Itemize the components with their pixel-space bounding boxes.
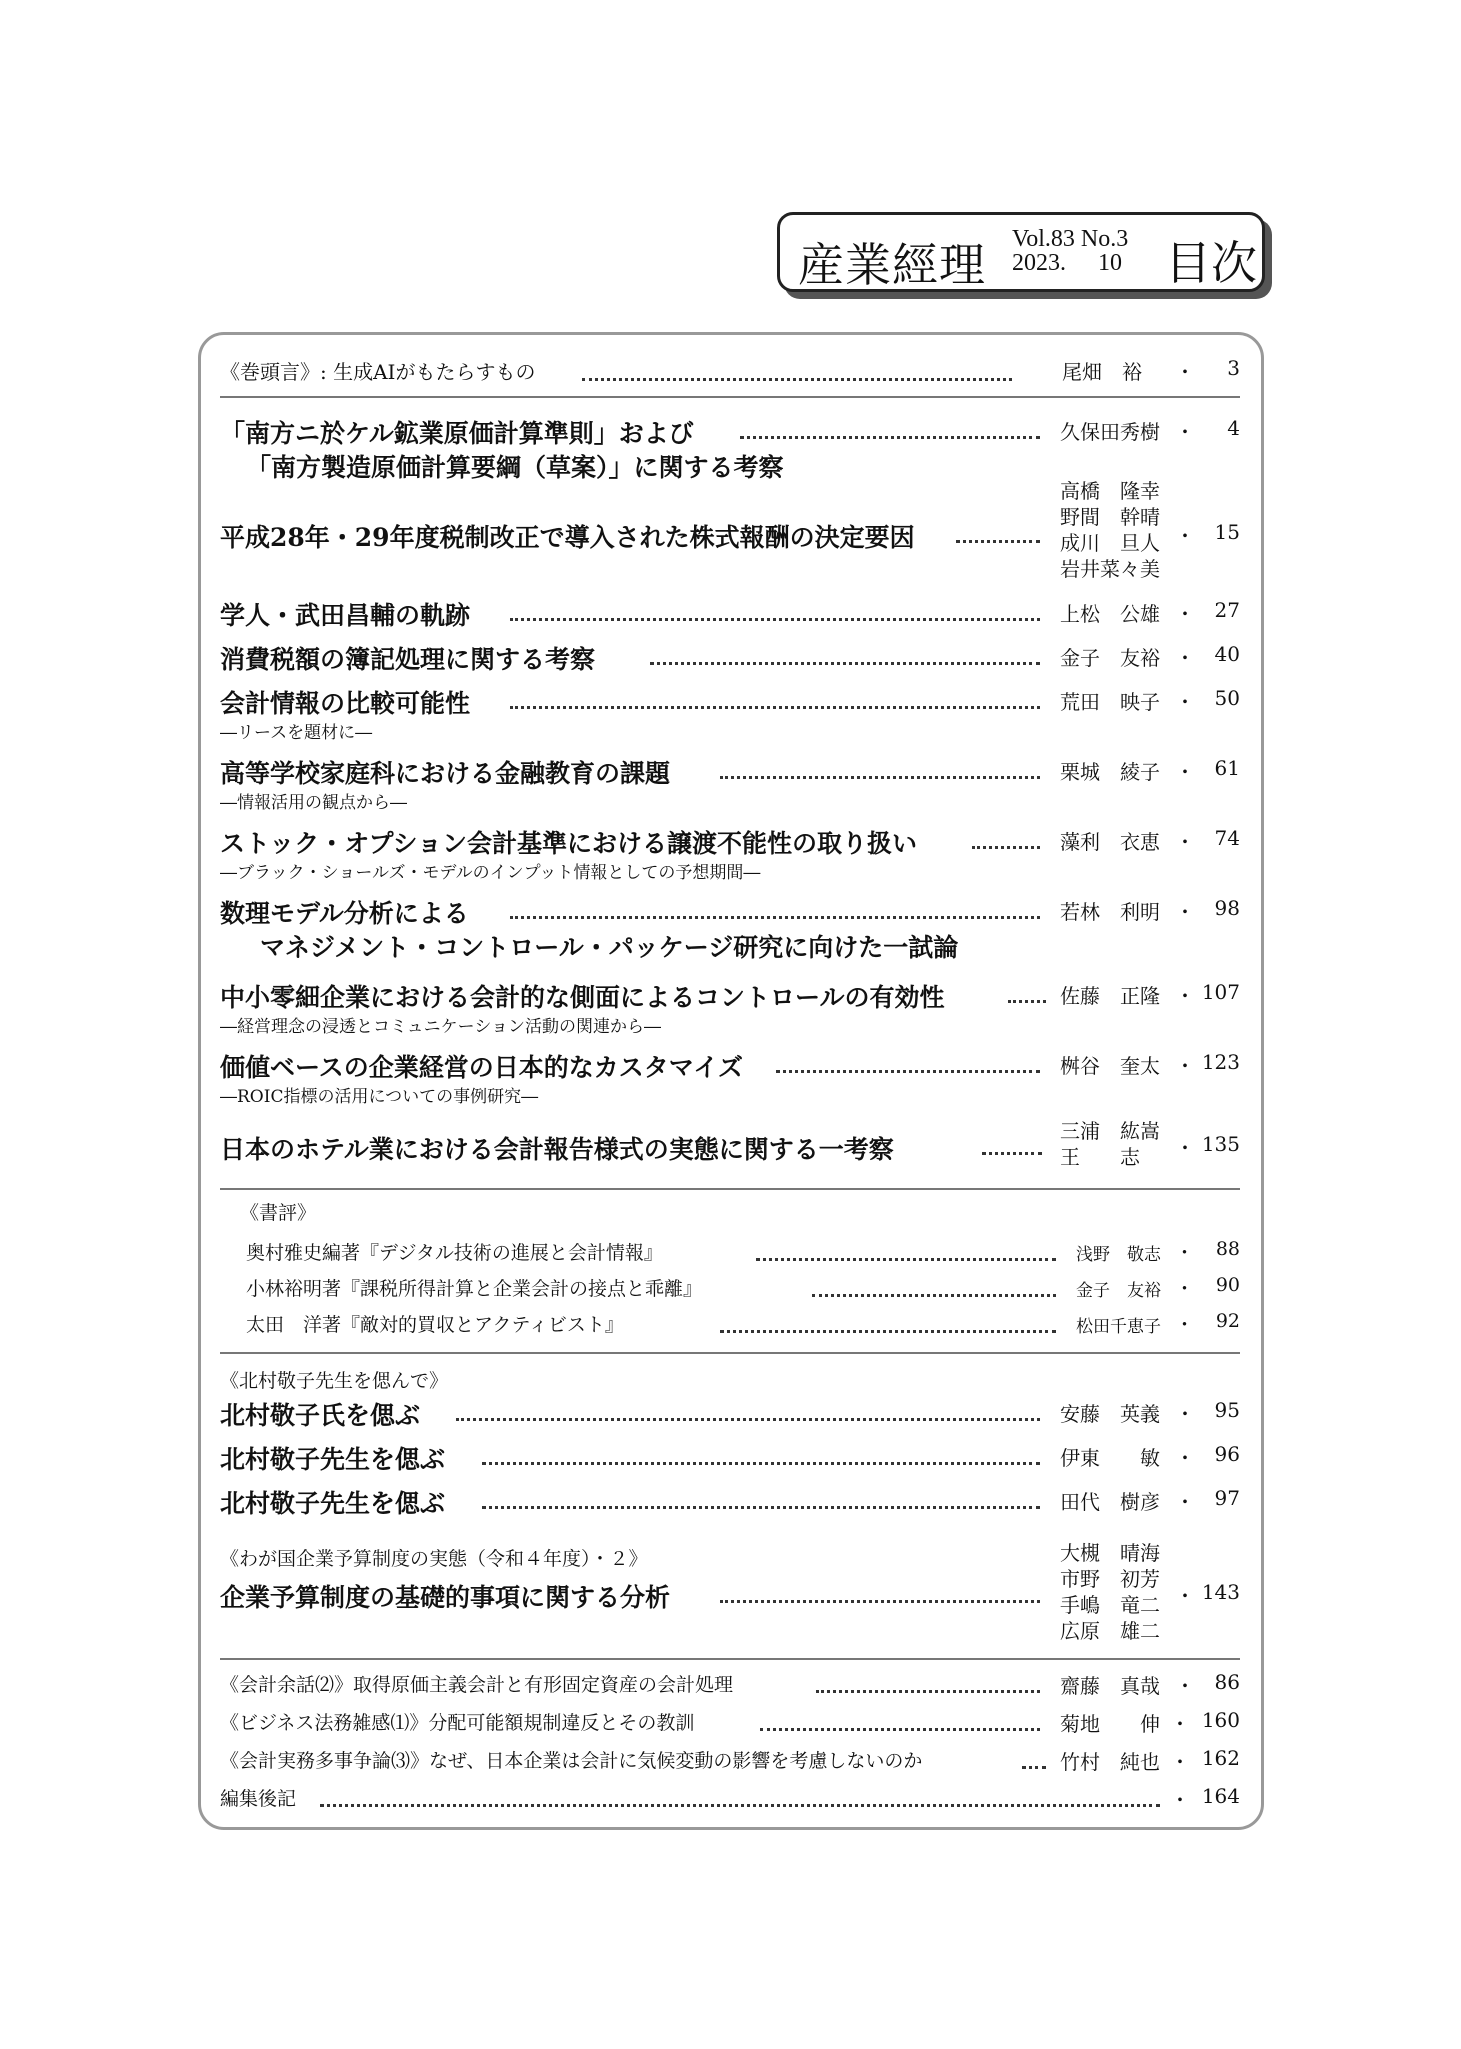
entry-author: 伊東 敏 <box>1060 1446 1160 1470</box>
entry-page: 50 <box>1214 686 1240 710</box>
separator-dot: ・ <box>1175 1278 1195 1300</box>
author-name: 王 志 <box>1060 1145 1140 1169</box>
author-name: 大槻 晴海 <box>1060 1541 1160 1565</box>
entry-title: ストック・オプション会計基準における譲渡不能性の取り扱い <box>220 829 918 858</box>
toc-entry-review[interactable] <box>220 1274 1240 1304</box>
toc-entry-memorial[interactable] <box>220 1484 1240 1518</box>
entry-author: 金子 友裕 <box>1060 646 1160 670</box>
separator-dot: ・ <box>1175 1490 1195 1514</box>
issue-date: 2023. 10 <box>1012 250 1122 276</box>
entry-page: 88 <box>1215 1238 1240 1260</box>
entry-title: 《会計余話⑵》取得原価主義会計と有形固定資産の会計処理 <box>220 1674 734 1696</box>
entry-author: 久保田秀樹 <box>1060 420 1160 444</box>
entry-author: 藻利 衣恵 <box>1060 830 1160 854</box>
divider <box>220 396 1240 398</box>
entry-page: 3 <box>1227 356 1240 380</box>
dot-leader <box>756 1258 1056 1261</box>
contents-label: 目次 <box>1165 236 1257 290</box>
separator-dot: ・ <box>1175 1054 1195 1078</box>
entry-page: 107 <box>1201 980 1240 1004</box>
toc-entry-article[interactable] <box>220 894 1240 964</box>
entry-title: 北村敬子先生を偲ぶ <box>220 1445 446 1474</box>
entry-title: 《会計実務多事争論⑶》なぜ、日本企業は会計に気候変動の影響を考慮しないのか <box>220 1750 923 1772</box>
author-name: 岩井菜々美 <box>1060 557 1160 581</box>
entry-page: 90 <box>1215 1274 1240 1296</box>
entry-page: 97 <box>1214 1486 1240 1510</box>
toc-entry-column[interactable] <box>220 1670 1240 1700</box>
separator-dot: ・ <box>1175 1674 1195 1698</box>
separator-dot: ・ <box>1175 1136 1195 1160</box>
dot-leader <box>816 1690 1040 1693</box>
entry-page: 40 <box>1214 642 1240 666</box>
reviews-heading <box>220 1198 1240 1226</box>
toc-entry-article[interactable] <box>220 684 1240 743</box>
author-name: 広原 雄二 <box>1060 1619 1160 1643</box>
author-name: 野間 幹晴 <box>1060 505 1160 529</box>
entry-title: 日本のホテル業における会計報告様式の実態に関する一考察 <box>220 1135 894 1164</box>
entry-author: 安藤 英義 <box>1060 1402 1160 1426</box>
entry-title: 数理モデル分析による <box>220 899 469 928</box>
entry-authors <box>1060 1118 1160 1170</box>
entry-author: 田代 樹彦 <box>1060 1490 1160 1514</box>
dot-leader <box>972 846 1040 849</box>
entry-subtitle: ―経営理念の浸透とコミュニケーション活動の関連から― <box>220 1017 661 1037</box>
toc-entry-article[interactable] <box>220 478 1240 586</box>
entry-title: 《ビジネス法務雑感⑴》分配可能額規制違反とその教訓 <box>220 1712 695 1734</box>
separator-dot: ・ <box>1175 984 1195 1008</box>
entry-page: 162 <box>1201 1746 1240 1770</box>
dot-leader <box>956 540 1040 543</box>
toc-entry-article[interactable] <box>220 640 1240 674</box>
entry-page: 96 <box>1214 1442 1240 1466</box>
separator-dot: ・ <box>1175 524 1195 548</box>
entry-title: 太田 洋著『敵対的買収とアクティビスト』 <box>246 1314 624 1336</box>
entry-author: 竹村 純也 <box>1060 1750 1160 1774</box>
toc-header-box <box>777 212 1265 292</box>
dot-leader <box>510 618 1040 621</box>
entry-page: 98 <box>1214 896 1240 920</box>
entry-page: 74 <box>1214 826 1240 850</box>
entry-title: 編集後記 <box>220 1788 297 1810</box>
entry-page: 15 <box>1214 520 1240 544</box>
toc-entry-article[interactable] <box>220 824 1240 883</box>
author-name: 手嶋 竜二 <box>1060 1593 1160 1617</box>
divider <box>220 1188 1240 1190</box>
divider <box>220 1352 1240 1354</box>
separator-dot: ・ <box>1175 760 1195 784</box>
author-name: 成川 旦人 <box>1060 531 1160 555</box>
toc-entry-column[interactable] <box>220 1784 1240 1814</box>
toc-entry-column[interactable] <box>220 1708 1240 1738</box>
dot-leader <box>582 378 1012 381</box>
dot-leader <box>482 1506 1040 1509</box>
entry-title: 消費税額の簿記処理に関する考察 <box>220 645 596 674</box>
entry-title: 北村敬子先生を偲ぶ <box>220 1489 446 1518</box>
toc-entry-article[interactable] <box>220 1048 1240 1107</box>
entry-title: 北村敬子氏を偲ぶ <box>220 1401 421 1430</box>
separator-dot: ・ <box>1175 360 1195 384</box>
dot-leader <box>510 916 1040 919</box>
entry-subtitle: ―ROIC指標の活用についての事例研究― <box>220 1087 539 1107</box>
toc-entry-memorial[interactable] <box>220 1396 1240 1430</box>
entry-page: 4 <box>1227 416 1240 440</box>
separator-dot: ・ <box>1175 1402 1195 1426</box>
entry-author: 荒田 映子 <box>1060 690 1160 714</box>
entry-title: 中小零細企業における会計的な側面によるコントロールの有効性 <box>220 983 945 1012</box>
toc-entry-review[interactable] <box>220 1310 1240 1340</box>
toc-entry-article[interactable] <box>220 1118 1240 1174</box>
toc-entry-memorial[interactable] <box>220 1440 1240 1474</box>
entry-authors <box>1060 478 1160 582</box>
dot-leader <box>720 1600 1040 1603</box>
dot-leader <box>482 1462 1040 1465</box>
journal-title: 産業經理 <box>798 238 986 292</box>
section-heading: 《書評》 <box>240 1202 317 1224</box>
entry-author: 浅野 敬志 <box>1076 1245 1161 1265</box>
dot-leader <box>510 706 1040 709</box>
entry-page: 160 <box>1201 1708 1240 1732</box>
entry-author: 栗城 綾子 <box>1060 760 1160 784</box>
entry-page: 86 <box>1214 1670 1240 1694</box>
entry-page: 92 <box>1215 1310 1240 1332</box>
toc-entry-foreword[interactable] <box>220 356 1240 386</box>
separator-dot: ・ <box>1175 420 1195 444</box>
entry-page: 61 <box>1214 756 1240 780</box>
entry-author: 菊地 伸 <box>1060 1712 1160 1736</box>
separator-dot: ・ <box>1175 602 1195 626</box>
separator-dot: ・ <box>1175 1584 1195 1608</box>
author-name: 市野 初芳 <box>1060 1567 1160 1591</box>
separator-dot: ・ <box>1175 830 1195 854</box>
dot-leader <box>776 1070 1040 1073</box>
entry-subtitle: ―ブラック・ショールズ・モデルのインプット情報としての予想期間― <box>220 863 761 883</box>
toc-entry-review[interactable] <box>220 1238 1240 1268</box>
entry-title-continued: 「南方製造原価計算要綱（草案）」に関する考察 <box>246 453 784 482</box>
dot-leader <box>760 1728 1040 1731</box>
separator-dot: ・ <box>1170 1788 1190 1812</box>
entry-title: 価値ベースの企業経営の日本的なカスタマイズ <box>220 1053 744 1082</box>
entry-author: 金子 友裕 <box>1076 1281 1161 1301</box>
toc-entry-article[interactable] <box>220 754 1240 813</box>
section-heading: 《わが国企業予算制度の実態（令和４年度）・２》 <box>220 1548 648 1570</box>
entry-page: 27 <box>1214 598 1240 622</box>
entry-author: 松田千恵子 <box>1076 1317 1161 1337</box>
entry-subtitle: ―リースを題材に― <box>220 723 373 743</box>
entry-title: 学人・武田昌輔の軌跡 <box>220 601 471 630</box>
entry-author: 佐藤 正隆 <box>1060 984 1160 1008</box>
entry-page: 123 <box>1201 1050 1240 1074</box>
separator-dot: ・ <box>1175 646 1195 670</box>
separator-dot: ・ <box>1170 1712 1190 1736</box>
separator-dot: ・ <box>1175 690 1195 714</box>
separator-dot: ・ <box>1175 1314 1195 1336</box>
separator-dot: ・ <box>1175 1446 1195 1470</box>
entry-page: 164 <box>1201 1784 1240 1808</box>
entry-page: 135 <box>1201 1132 1240 1156</box>
toc-entry-budget[interactable] <box>220 1540 1240 1648</box>
entry-author: 齋藤 真哉 <box>1060 1674 1160 1698</box>
author-name: 三浦 紘嵩 <box>1060 1119 1160 1143</box>
dot-leader <box>456 1418 1040 1421</box>
section-heading: 《北村敬子先生を偲んで》 <box>220 1370 449 1392</box>
dot-leader <box>1022 1766 1046 1769</box>
toc-entry-column[interactable] <box>220 1746 1240 1776</box>
entry-author: 尾畑 裕 <box>1062 360 1142 384</box>
entry-author: 桝谷 奎太 <box>1060 1054 1160 1078</box>
entry-title: 高等学校家庭科における金融教育の課題 <box>220 759 671 788</box>
entry-title: 「南方ニ於ケル鉱業原価計算準則」および <box>220 419 694 448</box>
entry-subtitle: ―情報活用の観点から― <box>220 793 407 813</box>
memorial-heading <box>220 1366 1240 1392</box>
entry-title: 《巻頭言》: 生成AIがもたらすもの <box>220 360 536 384</box>
dot-leader <box>320 1804 1160 1807</box>
entry-title: 企業予算制度の基礎的事項に関する分析 <box>220 1583 671 1612</box>
dot-leader <box>1008 1000 1046 1003</box>
toc-entry-article[interactable] <box>220 414 1240 484</box>
entry-page: 143 <box>1201 1580 1240 1604</box>
separator-dot: ・ <box>1175 1242 1195 1264</box>
dot-leader <box>720 776 1040 779</box>
volume-number: Vol.83 No.3 <box>1012 226 1129 252</box>
entry-title: 平成28年・29年度税制改正で導入された株式報酬の決定要因 <box>220 523 915 552</box>
dot-leader <box>812 1294 1056 1297</box>
entry-title-continued: マネジメント・コントロール・パッケージ研究に向けた一試論 <box>260 933 959 962</box>
entry-title: 会計情報の比較可能性 <box>220 689 471 718</box>
toc-entry-article[interactable] <box>220 596 1240 630</box>
dot-leader <box>740 436 1040 439</box>
author-name: 高橋 隆幸 <box>1060 479 1160 503</box>
dot-leader <box>650 662 1040 665</box>
entry-title: 小林裕明著『課税所得計算と企業会計の接点と乖離』 <box>246 1278 703 1300</box>
entry-title: 奥村雅史編著『デジタル技術の進展と会計情報』 <box>246 1242 663 1264</box>
divider <box>220 1658 1240 1660</box>
entry-authors <box>1060 1540 1160 1644</box>
separator-dot: ・ <box>1175 900 1195 924</box>
entry-author: 若林 利明 <box>1060 900 1160 924</box>
dot-leader <box>720 1330 1056 1333</box>
dot-leader <box>982 1152 1042 1155</box>
entry-page: 95 <box>1214 1398 1240 1422</box>
entry-author: 上松 公雄 <box>1060 602 1160 626</box>
separator-dot: ・ <box>1170 1750 1190 1774</box>
toc-entry-article[interactable] <box>220 978 1240 1037</box>
